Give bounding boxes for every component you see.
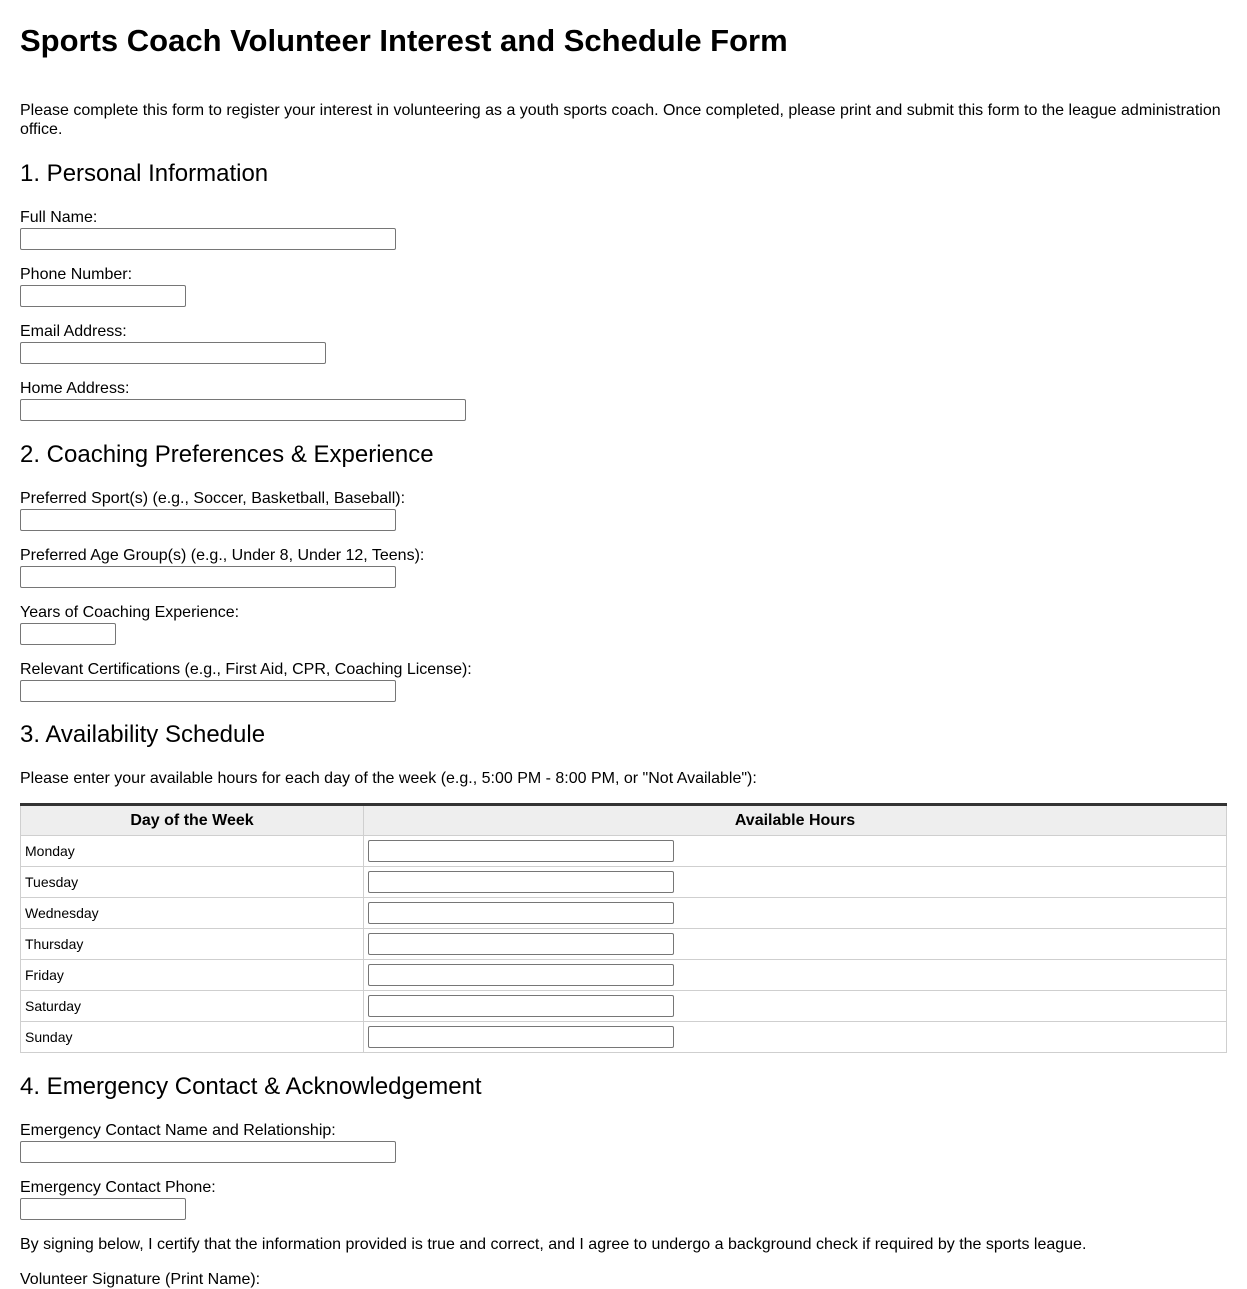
day-cell: Thursday: [21, 929, 364, 960]
saturday-hours-input[interactable]: [368, 995, 674, 1017]
email-group: [20, 322, 326, 364]
column-header-hours: Available Hours: [364, 805, 1227, 836]
hours-cell: [364, 836, 1227, 867]
sports-label: Preferred Sport(s) (e.g., Soccer, Basketball, Baseball):: [20, 490, 406, 507]
hours-cell: [364, 867, 1227, 898]
page-title: Sports Coach Volunteer Interest and Schedule Form: [20, 23, 788, 58]
day-cell: Monday: [21, 836, 364, 867]
years-group: [20, 603, 239, 645]
certification-text: By signing below, I certify that the information provided is true and correct, and I agree to undergo a background check if required by the sports league.: [20, 1236, 1087, 1253]
table-row: [21, 898, 1227, 929]
intro-text: Please complete this form to register your interest in volunteering as a youth sports coach. Once completed, please print and submit this form to the league administration office.: [20, 102, 1221, 138]
age-group-label: Preferred Age Group(s) (e.g., Under 8, Under 12, Teens):: [20, 547, 425, 564]
table-header-row: [21, 805, 1227, 836]
contact-phone-label: Emergency Contact Phone:: [20, 1179, 216, 1196]
availability-instructions: Please enter your available hours for each day of the week (e.g., 5:00 PM - 8:00 PM, or "Not Available"):: [20, 770, 757, 787]
table-row: [21, 1022, 1227, 1053]
signature-label: Volunteer Signature (Print Name):: [20, 1271, 261, 1288]
sports-input[interactable]: [20, 509, 396, 531]
table-row: [21, 991, 1227, 1022]
phone-input[interactable]: [20, 285, 186, 307]
day-cell: Saturday: [21, 991, 364, 1022]
table-row: [21, 929, 1227, 960]
hours-cell: [364, 1022, 1227, 1053]
hours-cell: [364, 960, 1227, 991]
certs-label: Relevant Certifications (e.g., First Aid, CPR, Coaching License):: [20, 661, 472, 678]
contact-name-group: [20, 1121, 396, 1163]
table-row: [21, 836, 1227, 867]
day-cell: Wednesday: [21, 898, 364, 929]
age-group-group: [20, 546, 424, 588]
section-emergency-heading: 4. Emergency Contact & Acknowledgement: [20, 1073, 482, 1100]
wednesday-hours-input[interactable]: [368, 902, 674, 924]
years-input[interactable]: [20, 623, 116, 645]
address-label: Home Address:: [20, 380, 130, 397]
certs-group: [20, 660, 472, 702]
contact-phone-group: [20, 1178, 216, 1220]
address-input[interactable]: [20, 399, 466, 421]
table-row: [21, 867, 1227, 898]
section-coaching-heading: 2. Coaching Preferences & Experience: [20, 441, 434, 468]
sports-group: [20, 489, 405, 531]
day-cell: Sunday: [21, 1022, 364, 1053]
thursday-hours-input[interactable]: [368, 933, 674, 955]
phone-label: Phone Number:: [20, 266, 133, 283]
full-name-input[interactable]: [20, 228, 396, 250]
full-name-label: Full Name:: [20, 209, 98, 226]
contact-name-label: Emergency Contact Name and Relationship:: [20, 1122, 336, 1139]
certs-input[interactable]: [20, 680, 396, 702]
availability-table: [20, 803, 1227, 1053]
years-label: Years of Coaching Experience:: [20, 604, 240, 621]
email-input[interactable]: [20, 342, 326, 364]
friday-hours-input[interactable]: [368, 964, 674, 986]
day-cell: Tuesday: [21, 867, 364, 898]
section-availability-heading: 3. Availability Schedule: [20, 721, 266, 748]
section-personal-heading: 1. Personal Information: [20, 160, 269, 187]
hours-cell: [364, 929, 1227, 960]
full-name-group: [20, 208, 396, 250]
hours-cell: [364, 991, 1227, 1022]
contact-name-input[interactable]: [20, 1141, 396, 1163]
column-header-day: Day of the Week: [21, 805, 364, 836]
table-row: [21, 960, 1227, 991]
sunday-hours-input[interactable]: [368, 1026, 674, 1048]
hours-cell: [364, 898, 1227, 929]
tuesday-hours-input[interactable]: [368, 871, 674, 893]
address-group: [20, 379, 466, 421]
email-label: Email Address:: [20, 323, 127, 340]
day-cell: Friday: [21, 960, 364, 991]
contact-phone-input[interactable]: [20, 1198, 186, 1220]
monday-hours-input[interactable]: [368, 840, 674, 862]
phone-group: [20, 265, 186, 307]
age-group-input[interactable]: [20, 566, 396, 588]
signature-group: [20, 1270, 260, 1289]
